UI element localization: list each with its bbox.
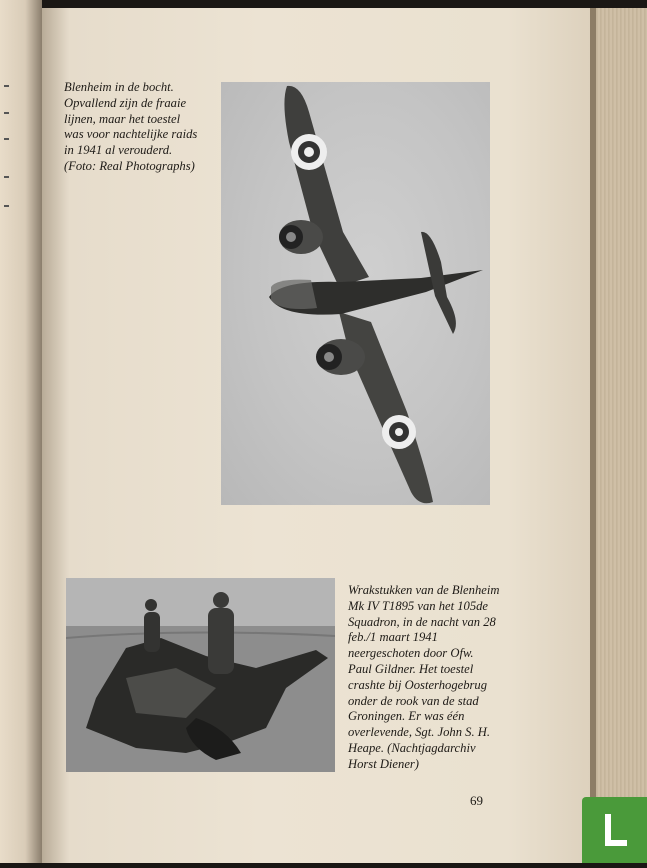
left-page-edge xyxy=(0,0,42,863)
caption-line: was voor nachtelijke raids xyxy=(64,127,198,142)
margin-mark xyxy=(4,138,9,140)
caption-line: in 1941 al verouderd. xyxy=(64,143,173,158)
caption-line: Opvallend zijn de fraaie xyxy=(64,95,187,110)
margin-mark xyxy=(4,176,9,178)
background-band xyxy=(0,0,647,8)
page-stack-edge xyxy=(590,8,647,863)
caption-line: (Foto: Real Photographs) xyxy=(64,158,195,173)
margin-mark xyxy=(4,205,9,207)
margin-mark xyxy=(4,112,9,114)
margin-mark xyxy=(4,85,9,87)
caption-line: lijnen, maar het toestel xyxy=(64,111,181,126)
page-stack-shadow xyxy=(590,8,596,863)
caption-line: Blenheim in de bocht. xyxy=(64,80,174,94)
photo-blenheim-wreckage xyxy=(66,578,335,772)
page-number: 69 xyxy=(470,793,483,808)
caption-bottom: Wrakstukken van de Blenheim Mk IV T1895 van het 105de Squadron, in de nacht van 28 feb./1 maart 1941 neergeschoten door Ofw. Paul Gildner. Het toestel crashte bij Oosterhogebrug onder de rook van de stad Groningen. Er was één overlevende, Sgt. John S. H. Heape. (Nachtjagdarchiv Horst Diener) xyxy=(348,583,500,771)
caption-top xyxy=(64,80,218,175)
watermark-logo xyxy=(582,797,647,863)
photo-blenheim-in-flight xyxy=(221,82,490,505)
